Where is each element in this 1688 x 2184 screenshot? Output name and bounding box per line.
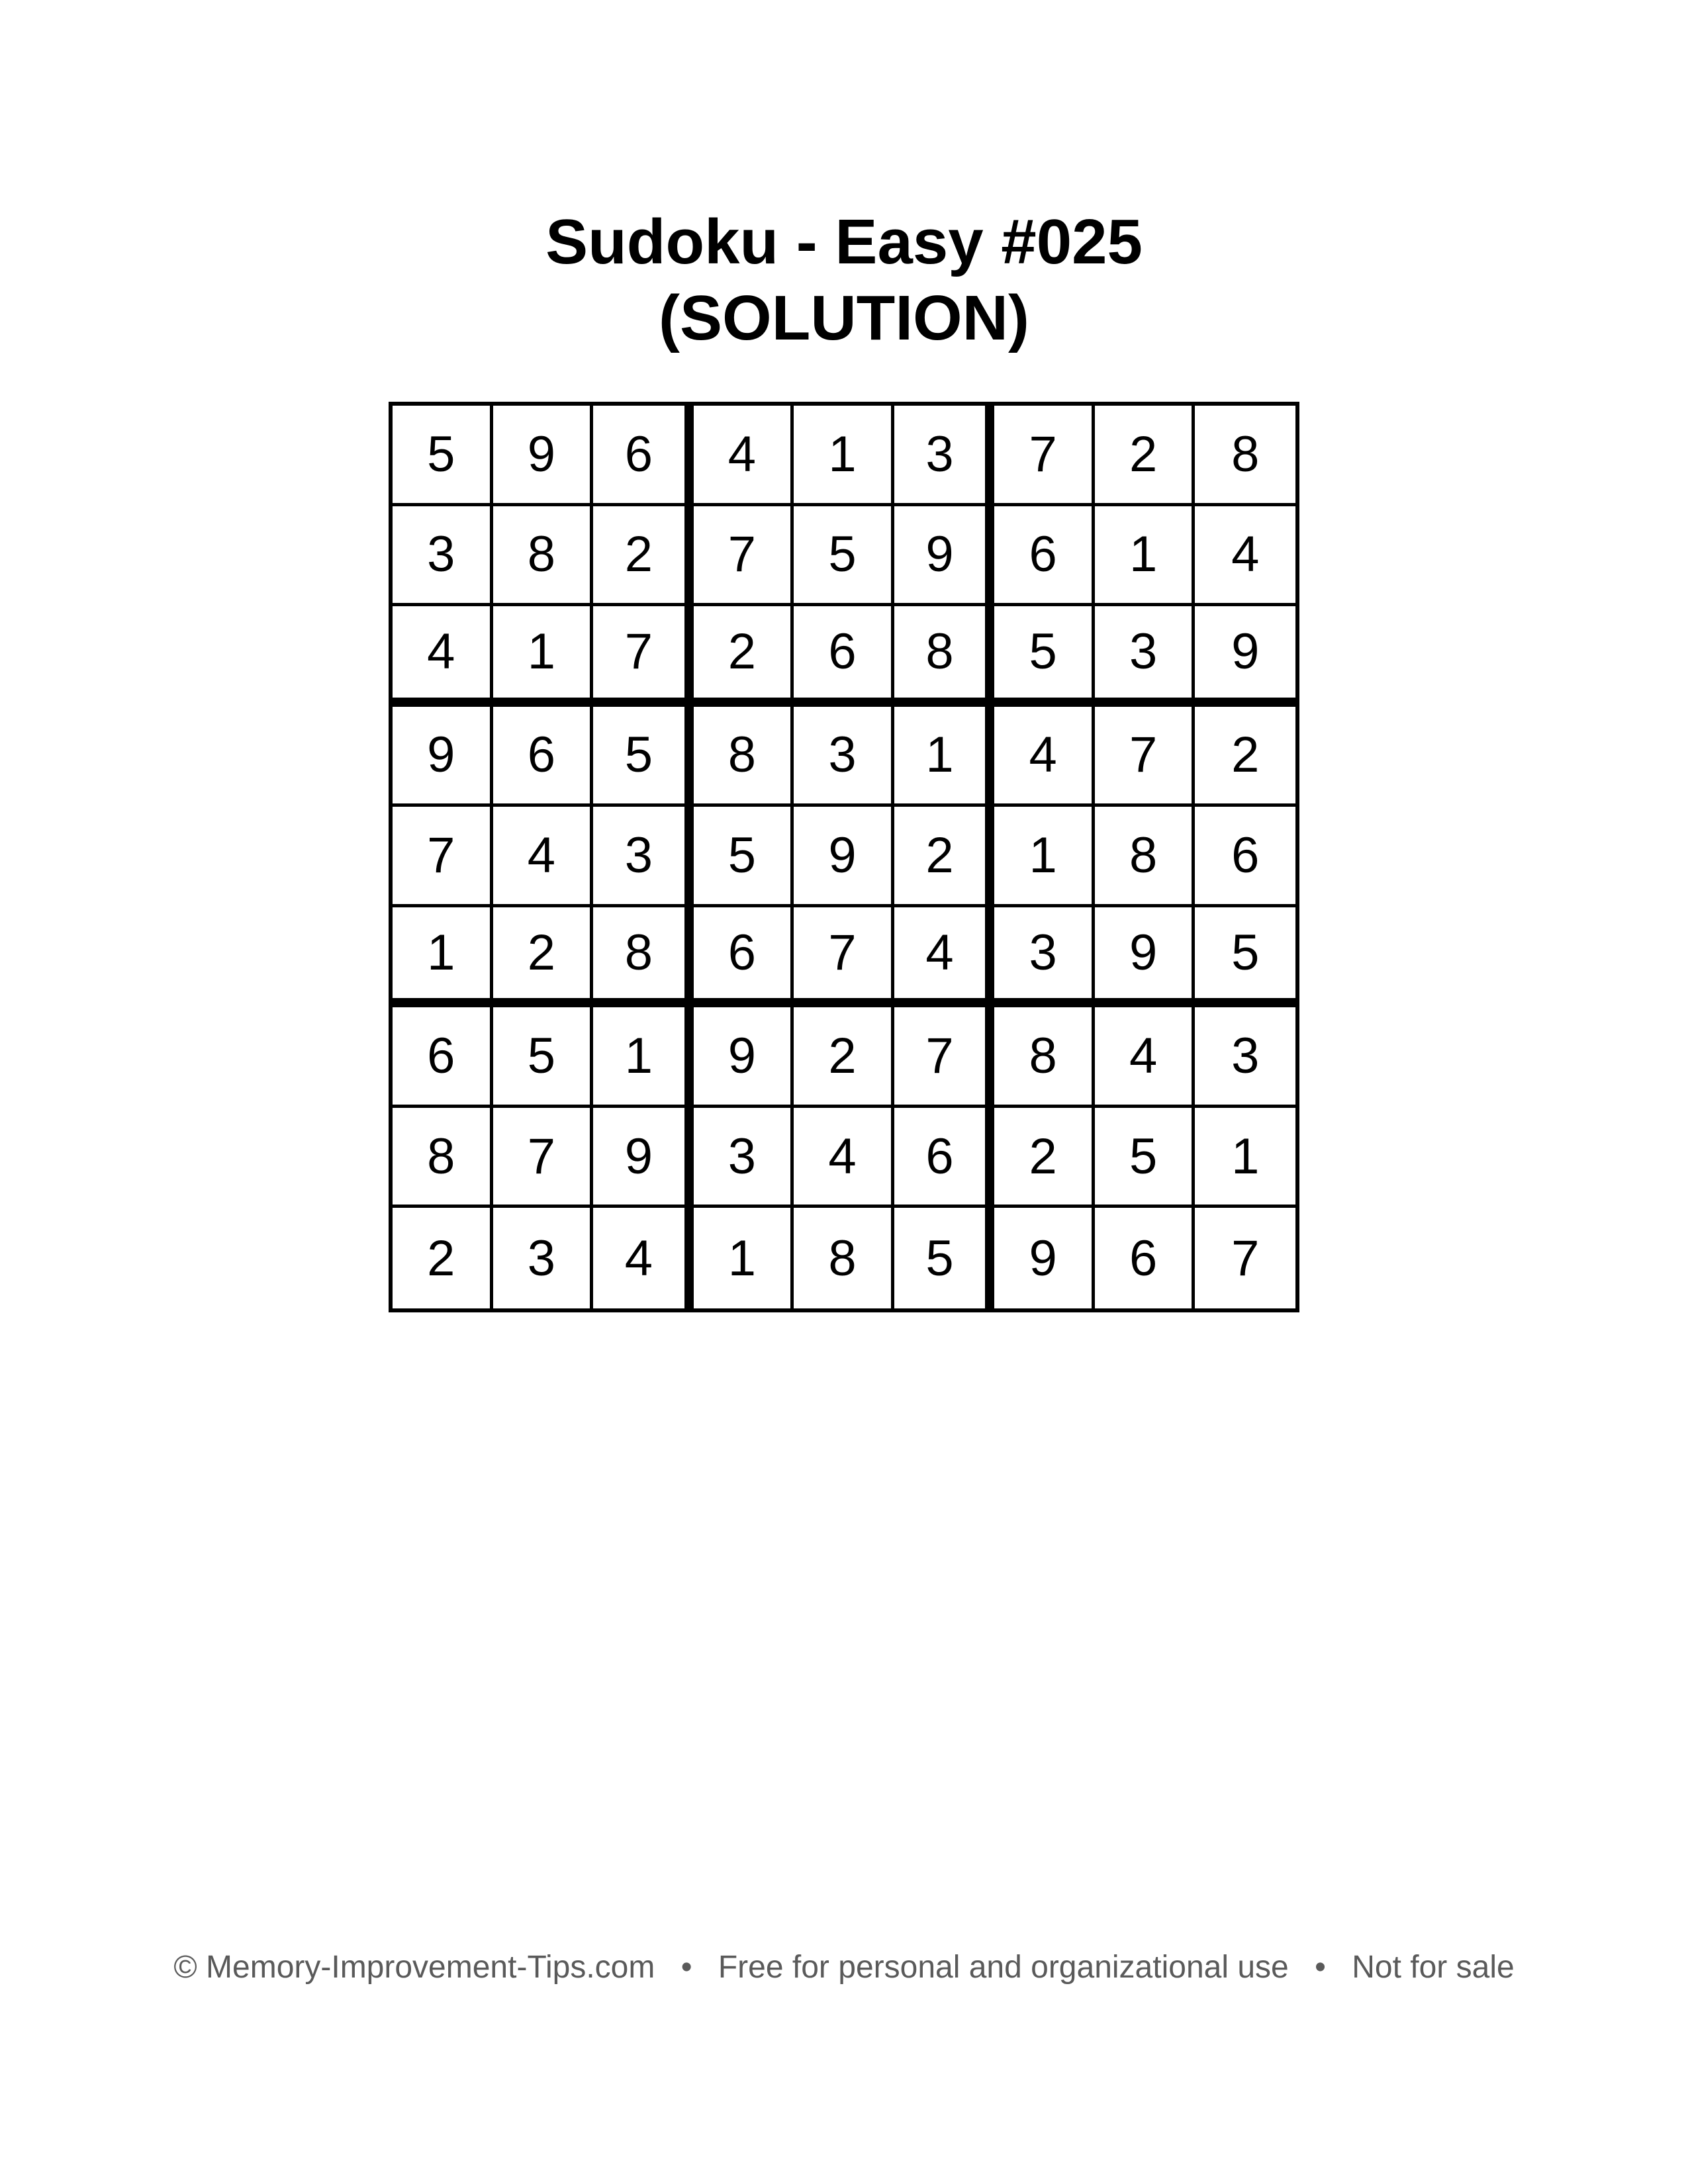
- sudoku-cell: 4: [994, 707, 1095, 807]
- sudoku-cell: 7: [894, 1007, 995, 1108]
- sudoku-cell: 7: [1095, 707, 1196, 807]
- sudoku-cell: 5: [794, 506, 894, 607]
- sudoku-cell: 5: [493, 1007, 594, 1108]
- sudoku-cell: 7: [493, 1108, 594, 1208]
- sudoku-cell: 7: [1195, 1208, 1295, 1308]
- sudoku-cell: 4: [794, 1108, 894, 1208]
- sudoku-cell: 5: [694, 807, 794, 907]
- sudoku-cell: 9: [794, 807, 894, 907]
- sudoku-cell: 8: [1195, 406, 1295, 506]
- sudoku-cell: 1: [994, 807, 1095, 907]
- sudoku-cell: 8: [593, 907, 694, 1008]
- sudoku-cell: 5: [393, 406, 493, 506]
- sudoku-cell: 9: [593, 1108, 694, 1208]
- sudoku-cell: 6: [593, 406, 694, 506]
- sudoku-cell: 7: [593, 606, 694, 707]
- sudoku-cell: 4: [1095, 1007, 1196, 1108]
- sudoku-cell: 8: [794, 1208, 894, 1308]
- sudoku-cell: 3: [593, 807, 694, 907]
- sudoku-cell: 5: [994, 606, 1095, 707]
- sudoku-cell: 2: [794, 1007, 894, 1108]
- sudoku-cell: 3: [393, 506, 493, 607]
- sudoku-cell: 1: [1195, 1108, 1295, 1208]
- sudoku-cell: 3: [794, 707, 894, 807]
- sudoku-cell: 7: [694, 506, 794, 607]
- sudoku-cell: 5: [894, 1208, 995, 1308]
- sudoku-cell: 2: [593, 506, 694, 607]
- sudoku-cell: 7: [794, 907, 894, 1008]
- sudoku-cell: 9: [393, 707, 493, 807]
- sudoku-cell: 6: [694, 907, 794, 1008]
- sudoku-cell: 6: [1195, 807, 1295, 907]
- sudoku-cell: 8: [1095, 807, 1196, 907]
- sudoku-cell: 1: [894, 707, 995, 807]
- sudoku-cell: 9: [994, 1208, 1095, 1308]
- sudoku-cell: 1: [1095, 506, 1196, 607]
- sudoku-cell: 6: [493, 707, 594, 807]
- sudoku-cell: 2: [894, 807, 995, 907]
- sudoku-cell: 3: [694, 1108, 794, 1208]
- sudoku-cell: 5: [1195, 907, 1295, 1008]
- sudoku-cell: 8: [694, 707, 794, 807]
- footer-separator: •: [680, 1950, 692, 1985]
- sudoku-cell: 6: [1095, 1208, 1196, 1308]
- sudoku-cell: 8: [894, 606, 995, 707]
- sudoku-cell: 5: [1095, 1108, 1196, 1208]
- sudoku-cell: 4: [493, 807, 594, 907]
- footer-usage: Free for personal and organizational use: [718, 1950, 1289, 1985]
- sudoku-cell: 9: [1195, 606, 1295, 707]
- sudoku-cell: 5: [593, 707, 694, 807]
- sudoku-cell: 7: [393, 807, 493, 907]
- sudoku-cell: 9: [1095, 907, 1196, 1008]
- sudoku-cell: 1: [794, 406, 894, 506]
- sudoku-cell: 4: [393, 606, 493, 707]
- sudoku-cell: 6: [393, 1007, 493, 1108]
- sudoku-cell: 1: [493, 606, 594, 707]
- sudoku-cell: 2: [994, 1108, 1095, 1208]
- sudoku-cell: 6: [794, 606, 894, 707]
- sudoku-cell: 1: [393, 907, 493, 1008]
- sudoku-cell: 9: [694, 1007, 794, 1108]
- page-subtitle: (SOLUTION): [659, 283, 1029, 353]
- sudoku-cell: 3: [493, 1208, 594, 1308]
- sudoku-cell: 4: [1195, 506, 1295, 607]
- footer-separator: •: [1315, 1950, 1326, 1985]
- sudoku-cell: 3: [1095, 606, 1196, 707]
- sudoku-cell: 1: [593, 1007, 694, 1108]
- sudoku-cell: 3: [894, 406, 995, 506]
- sudoku-cell: 9: [894, 506, 995, 607]
- sudoku-cell: 7: [994, 406, 1095, 506]
- sudoku-cell: 4: [694, 406, 794, 506]
- sudoku-cell: 6: [894, 1108, 995, 1208]
- sudoku-cell: 8: [493, 506, 594, 607]
- sudoku-cell: 2: [493, 907, 594, 1008]
- sudoku-cell: 2: [1195, 707, 1295, 807]
- sudoku-cell: 2: [393, 1208, 493, 1308]
- sudoku-cell: 9: [493, 406, 594, 506]
- footer-sale: Not for sale: [1352, 1950, 1515, 1985]
- sudoku-cell: 4: [593, 1208, 694, 1308]
- sudoku-cell: 3: [994, 907, 1095, 1008]
- footer-copyright: © Memory-Improvement-Tips.com: [173, 1950, 655, 1985]
- sudoku-cell: 2: [694, 606, 794, 707]
- sudoku-cell: 8: [994, 1007, 1095, 1108]
- sudoku-cell: 2: [1095, 406, 1196, 506]
- sudoku-cell: 6: [994, 506, 1095, 607]
- footer: [0, 1949, 1688, 1985]
- sudoku-cell: 8: [393, 1108, 493, 1208]
- page-title: Sudoku - Easy #025: [545, 206, 1143, 277]
- sudoku-grid: [389, 402, 1299, 1312]
- sudoku-cell: 4: [894, 907, 995, 1008]
- sudoku-cell: 1: [694, 1208, 794, 1308]
- sudoku-cell: 3: [1195, 1007, 1295, 1108]
